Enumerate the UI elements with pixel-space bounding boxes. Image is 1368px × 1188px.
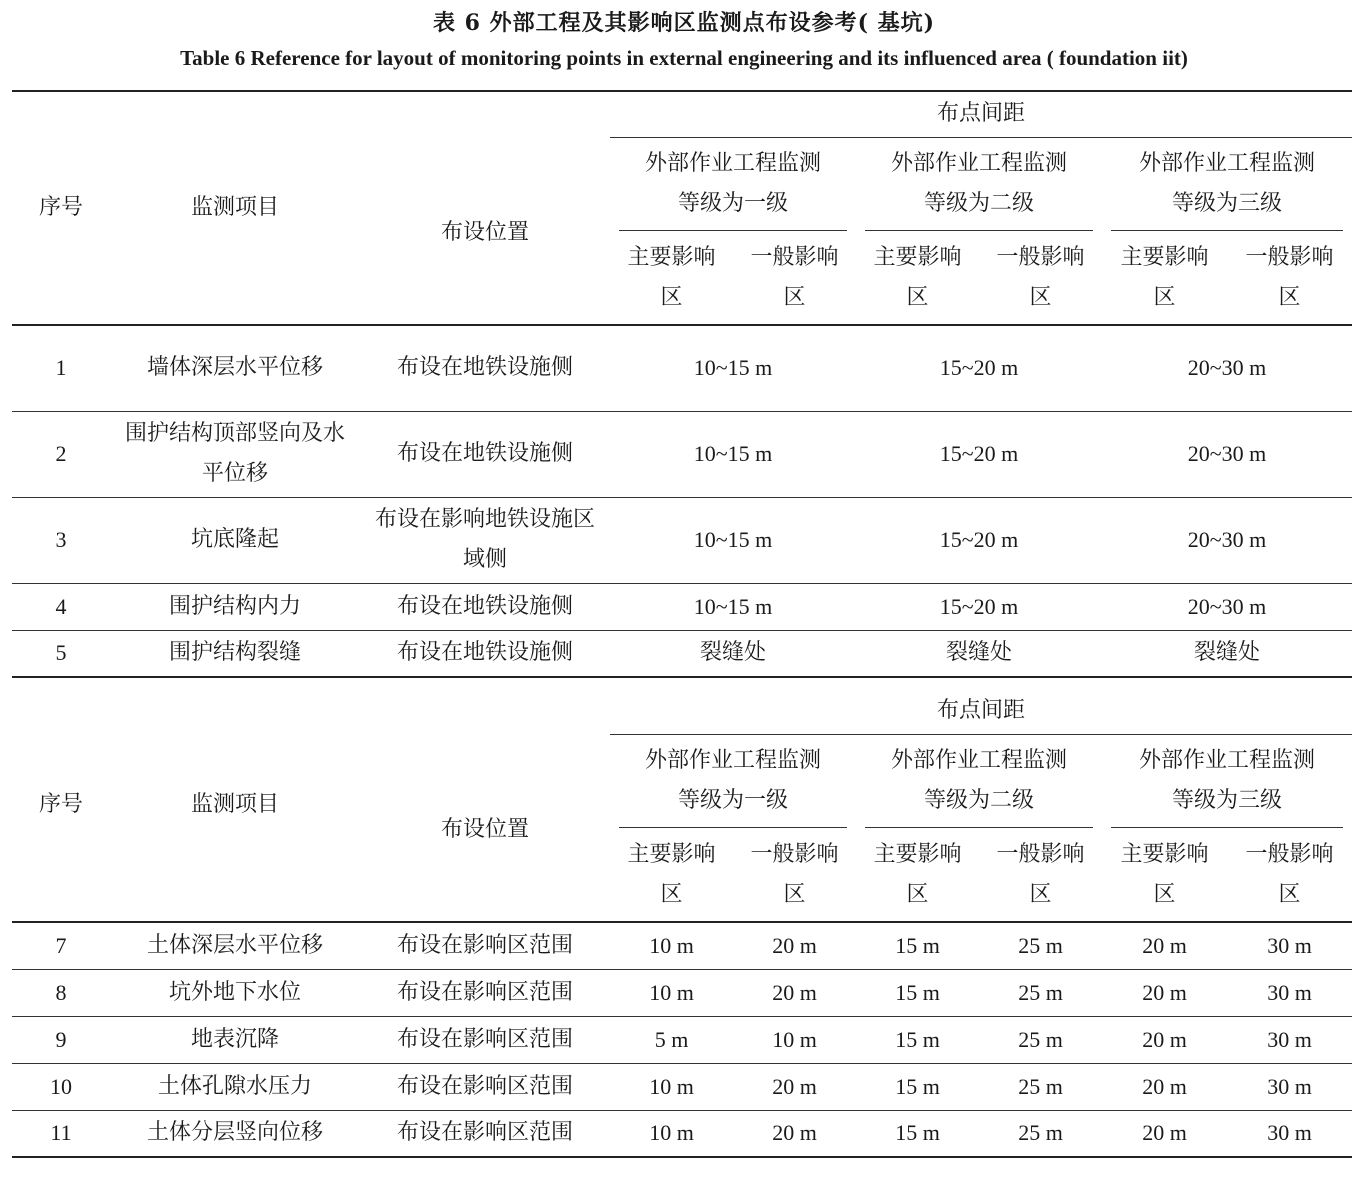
header-main-zone: 主要影响 区 [873,244,962,310]
cell-value: 10 m [610,922,733,969]
cell-value: 30 m [1227,922,1352,969]
cell-spacing-level-1: 10~15 m [610,325,856,411]
header-item: 监测项目 [110,91,360,325]
cell-value: 15 m [856,1110,979,1157]
table-row [12,922,1352,969]
cell-value: 20 m [1102,969,1227,1016]
cell-item: 土体分层竖向位移 [110,1110,360,1157]
header-general-zone: 一般影响 区 [1245,841,1334,907]
header-main-zone: 主要影响 区 [1120,244,1209,310]
table-row [12,1016,1352,1063]
table-caption-cn: 表 6 外部工程及其影响区监测点布设参考( 基坑) [432,10,936,36]
cell-spacing-level-1: 10~15 m [610,497,856,583]
cell-value: 20 m [1102,1063,1227,1110]
header-spacing: 布点间距 [610,688,1352,734]
cell-seq: 9 [12,1016,110,1063]
cell-location: 布设在影响区范围 [360,1110,610,1157]
cell-value: 10 m [610,969,733,1016]
cell-spacing-level-3: 20~30 m [1102,583,1352,630]
table-row [12,630,1352,677]
table-row [12,411,1352,497]
table-row [12,497,1352,583]
header-general-zone: 一般影响 区 [750,244,839,310]
cell-spacing-level-3: 20~30 m [1102,411,1352,497]
cell-spacing-level-2: 裂缝处 [856,630,1102,677]
header-general-zone: 一般影响 区 [750,841,839,907]
cell-seq: 4 [12,583,110,630]
cell-seq: 2 [12,411,110,497]
header-level-3: 外部作业工程监测 等级为三级 [1102,734,1352,828]
header-level-2: 外部作业工程监测 等级为二级 [856,734,1102,828]
cell-spacing-level-3: 20~30 m [1102,497,1352,583]
cell-item: 墙体深层水平位移 [110,325,360,411]
cell-value: 20 m [1102,1110,1227,1157]
cell-value: 30 m [1227,1110,1352,1157]
cell-item: 围护结构顶部竖向及水 平位移 [110,411,360,497]
cell-location: 布设在地铁设施侧 [360,325,610,411]
cell-value: 25 m [979,969,1102,1016]
cell-value: 15 m [856,922,979,969]
cell-spacing-level-1: 裂缝处 [610,630,856,677]
cell-location: 布设在影响区范围 [360,969,610,1016]
header-spacing: 布点间距 [610,91,1352,137]
cell-spacing-level-2: 15~20 m [856,325,1102,411]
cell-location: 布设在影响区范围 [360,1063,610,1110]
cell-value: 30 m [1227,1016,1352,1063]
monitoring-table-bottom [12,688,1352,1158]
header-general-zone: 一般影响 区 [1245,244,1334,310]
cell-location: 布设在影响区范围 [360,1016,610,1063]
table-caption-en: Table 6 Reference for layout of monitoring points in external engineering and its influenced area ( foundation iit) [180,46,1188,70]
header-seq: 序号 [12,91,110,325]
cell-value: 10 m [610,1110,733,1157]
cell-seq: 8 [12,969,110,1016]
table-row [12,325,1352,411]
table-row [12,1063,1352,1110]
cell-seq: 10 [12,1063,110,1110]
cell-location: 布设在地铁设施侧 [360,411,610,497]
cell-value: 10 m [610,1063,733,1110]
header-level-1: 外部作业工程监测 等级为一级 [610,137,856,231]
cell-seq: 3 [12,497,110,583]
header-location: 布设位置 [360,91,610,325]
cell-seq: 1 [12,325,110,411]
header-seq: 序号 [38,791,83,817]
header-level-3: 外部作业工程监测 等级为三级 [1102,137,1352,231]
cell-value: 15 m [856,1016,979,1063]
table-row [12,1110,1352,1157]
cell-item: 坑底隆起 [110,497,360,583]
table-row [12,969,1352,1016]
header-level-1: 外部作业工程监测 等级为一级 [610,734,856,828]
cell-value: 20 m [733,922,856,969]
cell-value: 20 m [733,1063,856,1110]
header-main-zone: 主要影响 区 [1120,841,1209,907]
cell-seq: 11 [12,1110,110,1157]
cell-value: 5 m [610,1016,733,1063]
cell-location: 布设在地铁设施侧 [360,630,610,677]
cell-item: 围护结构裂缝 [110,630,360,677]
cell-seq: 5 [12,630,110,677]
cell-value: 20 m [1102,1016,1227,1063]
cell-item: 坑外地下水位 [110,969,360,1016]
cell-spacing-level-2: 15~20 m [856,583,1102,630]
cell-value: 25 m [979,1110,1102,1157]
cell-spacing-level-2: 15~20 m [856,497,1102,583]
cell-location: 布设在影响区范围 [360,922,610,969]
header-item: 监测项目 [190,791,279,817]
cell-spacing-level-1: 10~15 m [610,411,856,497]
cell-item: 围护结构内力 [110,583,360,630]
cell-item: 土体深层水平位移 [110,922,360,969]
cell-location: 布设在地铁设施侧 [360,583,610,630]
cell-value: 30 m [1227,969,1352,1016]
header-main-zone: 主要影响 区 [627,841,716,907]
cell-value: 10 m [733,1016,856,1063]
cell-location: 布设在影响地铁设施区 域侧 [360,497,610,583]
cell-value: 20 m [733,969,856,1016]
cell-value: 20 m [733,1110,856,1157]
cell-seq: 7 [12,922,110,969]
cell-spacing-level-2: 15~20 m [856,411,1102,497]
cell-value: 25 m [979,1063,1102,1110]
monitoring-table-top [12,90,1352,678]
cell-spacing-level-3: 20~30 m [1102,325,1352,411]
header-main-zone: 主要影响 区 [627,244,716,310]
header-location: 布设位置 [440,816,529,842]
cell-value: 25 m [979,922,1102,969]
cell-value: 20 m [1102,922,1227,969]
cell-value: 25 m [979,1016,1102,1063]
cell-item: 土体孔隙水压力 [110,1063,360,1110]
table-row [12,583,1352,630]
cell-item: 地表沉降 [110,1016,360,1063]
cell-value: 15 m [856,969,979,1016]
header-main-zone: 主要影响 区 [873,841,962,907]
cell-value: 15 m [856,1063,979,1110]
cell-spacing-level-1: 10~15 m [610,583,856,630]
cell-value: 30 m [1227,1063,1352,1110]
header-level-2: 外部作业工程监测 等级为二级 [856,137,1102,231]
header-general-zone: 一般影响 区 [996,841,1085,907]
header-general-zone: 一般影响 区 [996,244,1085,310]
cell-spacing-level-3: 裂缝处 [1102,630,1352,677]
